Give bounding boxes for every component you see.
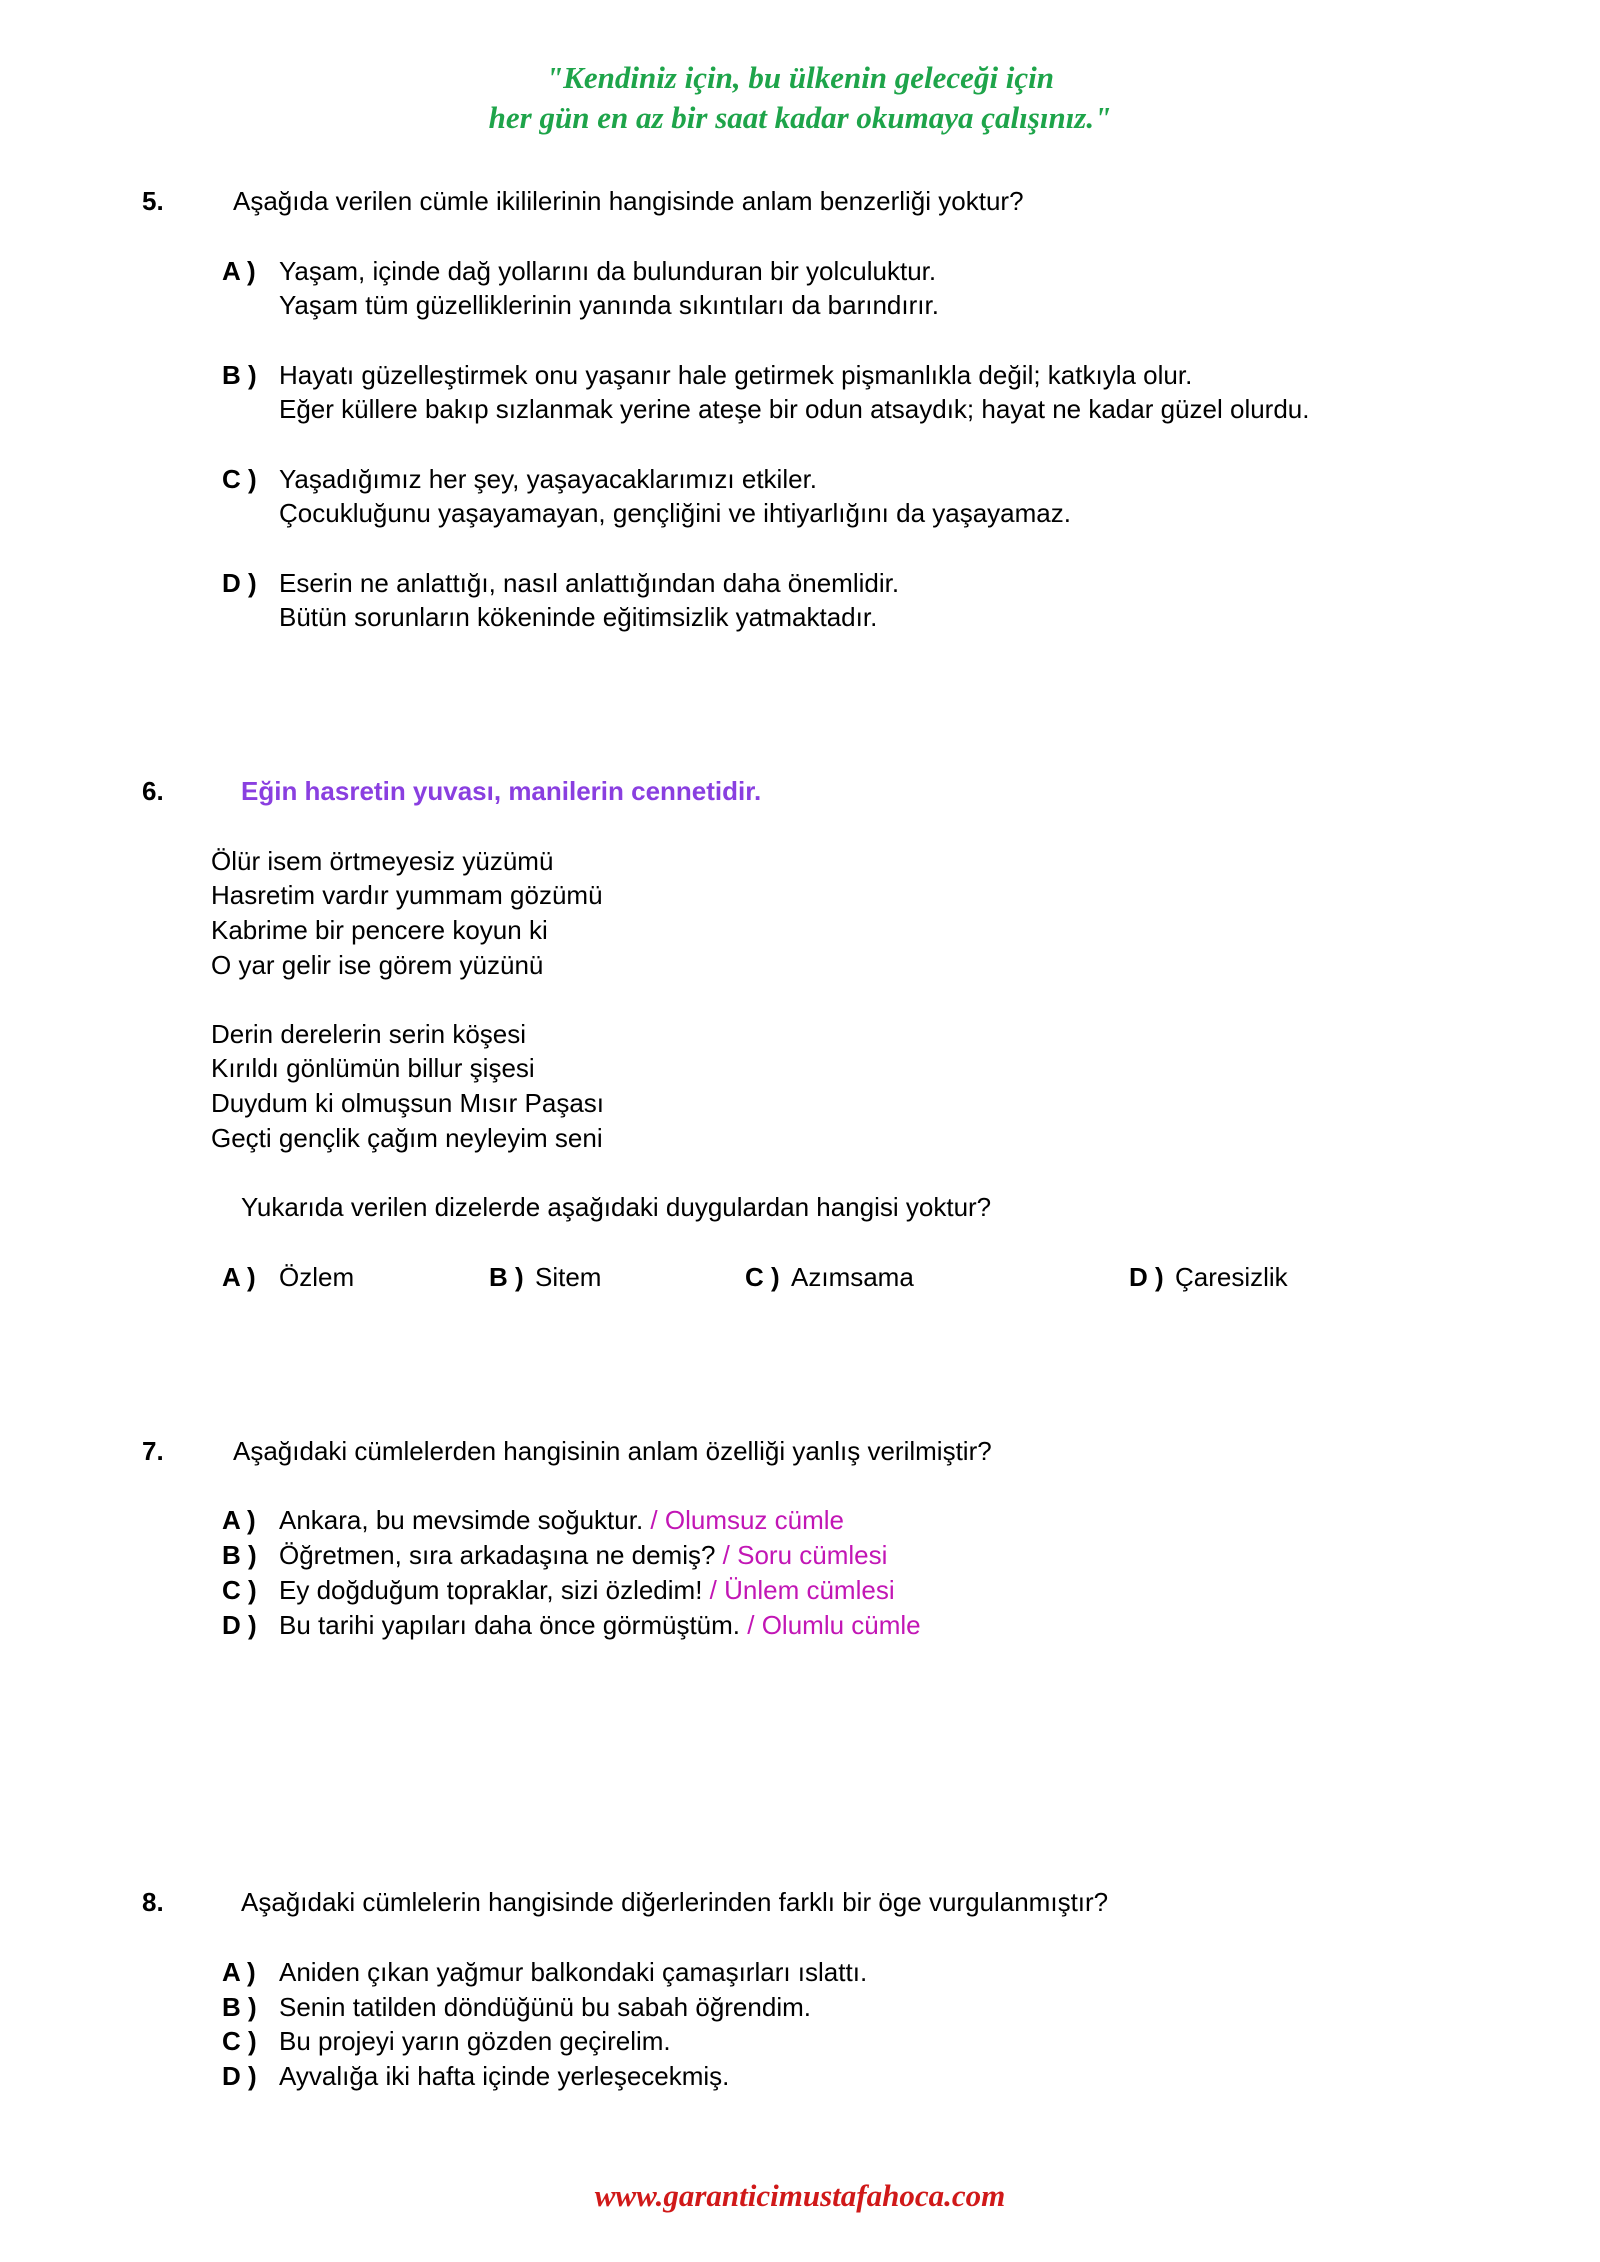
q7-option-c xyxy=(279,1575,895,1606)
q6-option-b-label[interactable]: B ) xyxy=(489,1262,524,1292)
q7-option-a-text: Ankara, bu mevsimde soğuktur. xyxy=(279,1505,651,1535)
q5-option-a-line-1: Yaşam, içinde dağ yollarını da bulunduran bir yolculuktur. xyxy=(279,256,937,286)
q6-option-b-text: Sitem xyxy=(535,1262,602,1292)
q8-option-a-text: Aniden çıkan yağmur balkondaki çamaşırları ıslattı. xyxy=(279,1957,868,1987)
poem-line-2: Hasretim vardır yummam gözümü xyxy=(211,880,603,910)
q6-option-a-text: Özlem xyxy=(279,1262,355,1292)
question-5-text: Aşağıda verilen cümle ikililerinin hangisinde anlam benzerliği yoktur? xyxy=(233,186,1024,216)
q5-option-a-line-2: Yaşam tüm güzelliklerinin yanında sıkıntıları da barındırır. xyxy=(279,290,939,320)
q8-option-d-label[interactable]: D ) xyxy=(222,2061,257,2091)
poem-line-5: Derin derelerin serin köşesi xyxy=(211,1019,527,1049)
q7-option-b-text: Öğretmen, sıra arkadaşına ne demiş? xyxy=(279,1540,723,1570)
q6-option-a-label[interactable]: A ) xyxy=(222,1262,256,1292)
question-8-number: 8. xyxy=(142,1887,164,1917)
poem-line-8: Geçti gençlik çağım neyleyim seni xyxy=(211,1123,603,1153)
poem-line-1: Ölür isem örtmeyesiz yüzümü xyxy=(211,846,554,876)
q8-option-d-text: Ayvalığa iki hafta içinde yerleşecekmiş. xyxy=(279,2061,730,2091)
question-7-text: Aşağıdaki cümlelerden hangisinin anlam özelliği yanlış verilmiştir? xyxy=(233,1436,992,1466)
question-6-heading: Eğin hasretin yuvası, manilerin cennetidir. xyxy=(241,776,762,806)
q7-option-a-label[interactable]: A ) xyxy=(222,1505,256,1535)
q7-option-b-label[interactable]: B ) xyxy=(222,1540,257,1570)
q5-option-d-label[interactable]: D ) xyxy=(222,568,257,598)
q7-option-d-note: / Olumlu cümle xyxy=(747,1610,921,1640)
q5-option-b-line-1: Hayatı güzelleştirmek onu yaşanır hale getirmek pişmanlıkla değil; katkıyla olur. xyxy=(279,360,1193,390)
q8-option-b-label[interactable]: B ) xyxy=(222,1992,257,2022)
q5-option-c-label[interactable]: C ) xyxy=(222,464,257,494)
q7-option-c-text: Ey doğduğum topraklar, sizi özledim! xyxy=(279,1575,710,1605)
q6-option-c-label[interactable]: C ) xyxy=(745,1262,780,1292)
q6-option-c-text: Azımsama xyxy=(791,1262,914,1292)
q5-option-c-line-1: Yaşadığımız her şey, yaşayacaklarımızı etkiler. xyxy=(279,464,818,494)
q8-option-c-label[interactable]: C ) xyxy=(222,2026,257,2056)
q7-option-d-text: Bu tarihi yapıları daha önce görmüştüm. xyxy=(279,1610,748,1640)
q5-option-d-line-1: Eserin ne anlattığı, nasıl anlattığından daha önemlidir. xyxy=(279,568,900,598)
question-8-text: Aşağıdaki cümlelerin hangisinde diğerlerinden farklı bir öge vurgulanmıştır? xyxy=(241,1887,1109,1917)
q7-option-c-note: / Ünlem cümlesi xyxy=(709,1575,895,1605)
poem-line-6: Kırıldı gönlümün billur şişesi xyxy=(211,1053,535,1083)
q8-option-b-text: Senin tatilden döndüğünü bu sabah öğrendim. xyxy=(279,1992,811,2022)
question-6-text: Yukarıda verilen dizelerde aşağıdaki duygulardan hangisi yoktur? xyxy=(241,1192,992,1222)
q7-option-c-label[interactable]: C ) xyxy=(222,1575,257,1605)
header-quote-line-1: "Kendiniz için, bu ülkenin geleceği için xyxy=(545,60,1055,95)
q7-option-b xyxy=(279,1540,887,1571)
header-quote-line-2: her gün en az bir saat kadar okumaya çalışınız." xyxy=(488,100,1112,135)
poem-line-3: Kabrime bir pencere koyun ki xyxy=(211,915,548,945)
q5-option-b-line-2: Eğer küllere bakıp sızlanmak yerine ateşe bir odun atsaydık; hayat ne kadar güzel olurdu. xyxy=(279,394,1310,424)
question-6-number: 6. xyxy=(142,776,164,806)
question-7-number: 7. xyxy=(142,1436,164,1466)
q6-option-d-text: Çaresizlik xyxy=(1175,1262,1288,1292)
q8-option-c-text: Bu projeyi yarın gözden geçirelim. xyxy=(279,2026,671,2056)
footer-website-link[interactable]: www.garanticimustafahoca.com xyxy=(594,2178,1006,2213)
poem-line-7: Duydum ki olmuşsun Mısır Paşası xyxy=(211,1088,605,1118)
q8-option-a-label[interactable]: A ) xyxy=(222,1957,256,1987)
q5-option-a-label[interactable]: A ) xyxy=(222,256,256,286)
q7-option-a xyxy=(279,1505,844,1536)
q6-option-d-label[interactable]: D ) xyxy=(1129,1262,1164,1292)
q5-option-b-label[interactable]: B ) xyxy=(222,360,257,390)
q7-option-d-label[interactable]: D ) xyxy=(222,1610,257,1640)
question-5-number: 5. xyxy=(142,186,164,216)
q7-option-a-note: / Olumsuz cümle xyxy=(650,1505,845,1535)
q5-option-d-line-2: Bütün sorunların kökeninde eğitimsizlik yatmaktadır. xyxy=(279,602,878,632)
q7-option-b-note: / Soru cümlesi xyxy=(722,1540,888,1570)
q7-option-d xyxy=(279,1610,921,1641)
q5-option-c-line-2: Çocukluğunu yaşayamayan, gençliğini ve ihtiyarlığını da yaşayamaz. xyxy=(279,498,1071,528)
poem-line-4: O yar gelir ise görem yüzünü xyxy=(211,950,544,980)
